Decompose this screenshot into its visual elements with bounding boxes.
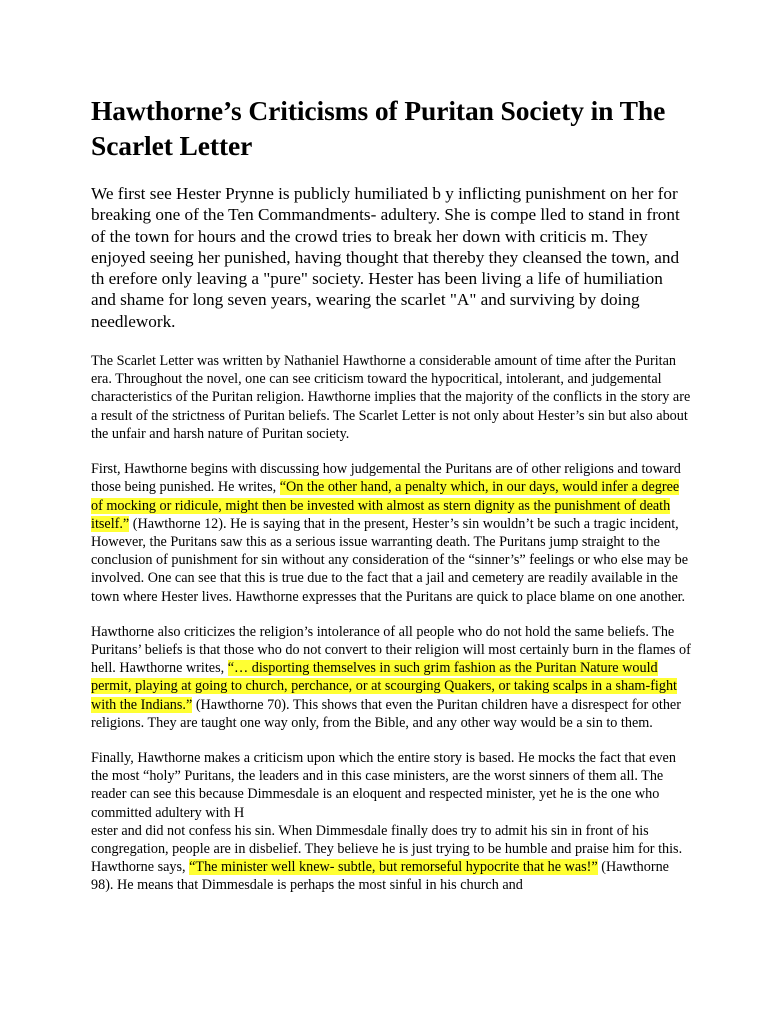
paragraph-intolerance — [91, 623, 691, 732]
document-title: Hawthorne’s Criticisms of Puritan Society in The Scarlet Letter — [91, 95, 666, 161]
paragraph-judgemental — [91, 460, 691, 606]
highlighted-quote: “On the other hand, a penalty which, in our days, would infer a degree of mocking or ridicule, might then be invested with almost as stern dignity as the punishment of death itself.” — [91, 479, 680, 532]
paragraph-background: The Scarlet Letter was written by Nathaniel Hawthorne a considerable amount of time after the Puritan era. Throughout the novel, one can see criticism toward the hypocritical, intolerant, and judgemental characteristics of the Puritan religion. Hawthorne implies that the majority of the conflicts in the story are a result of the strictness of Puritan beliefs. The Scarlet Letter is not only about Hester’s sin but also about the unfair and harsh nature of Puritan society. — [91, 353, 691, 442]
paragraph-hypocrisy — [91, 749, 691, 895]
document-page — [91, 93, 691, 895]
paragraph-text: ester and did not confess his sin. When Dimmesdale finally does try to admit his sin in front of his congregation, people are in disbelief. They believe he is just trying to be humble and praise him for this. Hawthorne says, — [91, 822, 683, 876]
paragraph-text: Hawthorne also criticizes the religion’s intolerance of all people who do not hold the same beliefs. The Puritans’ beliefs is that those who do not convert to their religion will most certainly burn in the flames of hell. Hawthorne writes, — [91, 623, 691, 677]
highlighted-quote: “… disporting themselves in such grim fashion as the Puritan Nature would permit, playing at going to church, perchance, or at scourging Quakers, or taking scalps in a sham-fight with the Indians.” — [91, 660, 677, 713]
intro-paragraph: We first see Hester Prynne is publicly humiliated b y inflicting punishment on her for breaking one of the Ten Commandments- adultery. She is compe lled to stand in front of the town for hours and the crowd tries to break her down with criticis m. They enjoyed seeing her punished, having thought that thereby they cleansed the town, and th erefore only leaving a "pure" society. Hester has been living a life of humiliation and shame for long seven years, wearing the scarlet "A" and surviving by doing needlework. — [91, 184, 680, 331]
highlighted-quote: “The minister well knew- subtle, but remorseful hypocrite that he was!” — [189, 859, 598, 876]
paragraph-text: (Hawthorne 70). This shows that even the Puritan children have a disrespect for other religions. They are taught one way only, from the Bible, and any other way would be a sin to them. — [91, 696, 681, 731]
paragraph-text: Finally, Hawthorne makes a criticism upon which the entire story is based. He mocks the fact that even the most “holy” Puritans, the leaders and in this case ministers, are the worst sinners of them all. The reader can see this because Dimmesdale is an eloquent and respected minister, yet he is the one who committed adultery with H — [91, 749, 676, 821]
paragraph-text: (Hawthorne 98). He means that Dimmesdale is perhaps the most sinful in his church and — [91, 859, 669, 894]
paragraph-text: (Hawthorne 12). He is saying that in the present, Hester’s sin wouldn’t be such a tragic incident, However, the Puritans saw this as a serious issue warranting death. The Puritans jump straight to the conclusion of punishment for sin without any consideration of the “sinner’s” feelings or who else may be involved. One can see that this is true due to the fact that a jail and cemetery are readily available in the town where Hester lives. Hawthorne expresses that the Puritans are quick to place blame on one another. — [91, 515, 689, 605]
paragraph-text: First, Hawthorne begins with discussing how judgemental the Puritans are of other religions and toward those being punished. He writes, — [91, 461, 681, 496]
